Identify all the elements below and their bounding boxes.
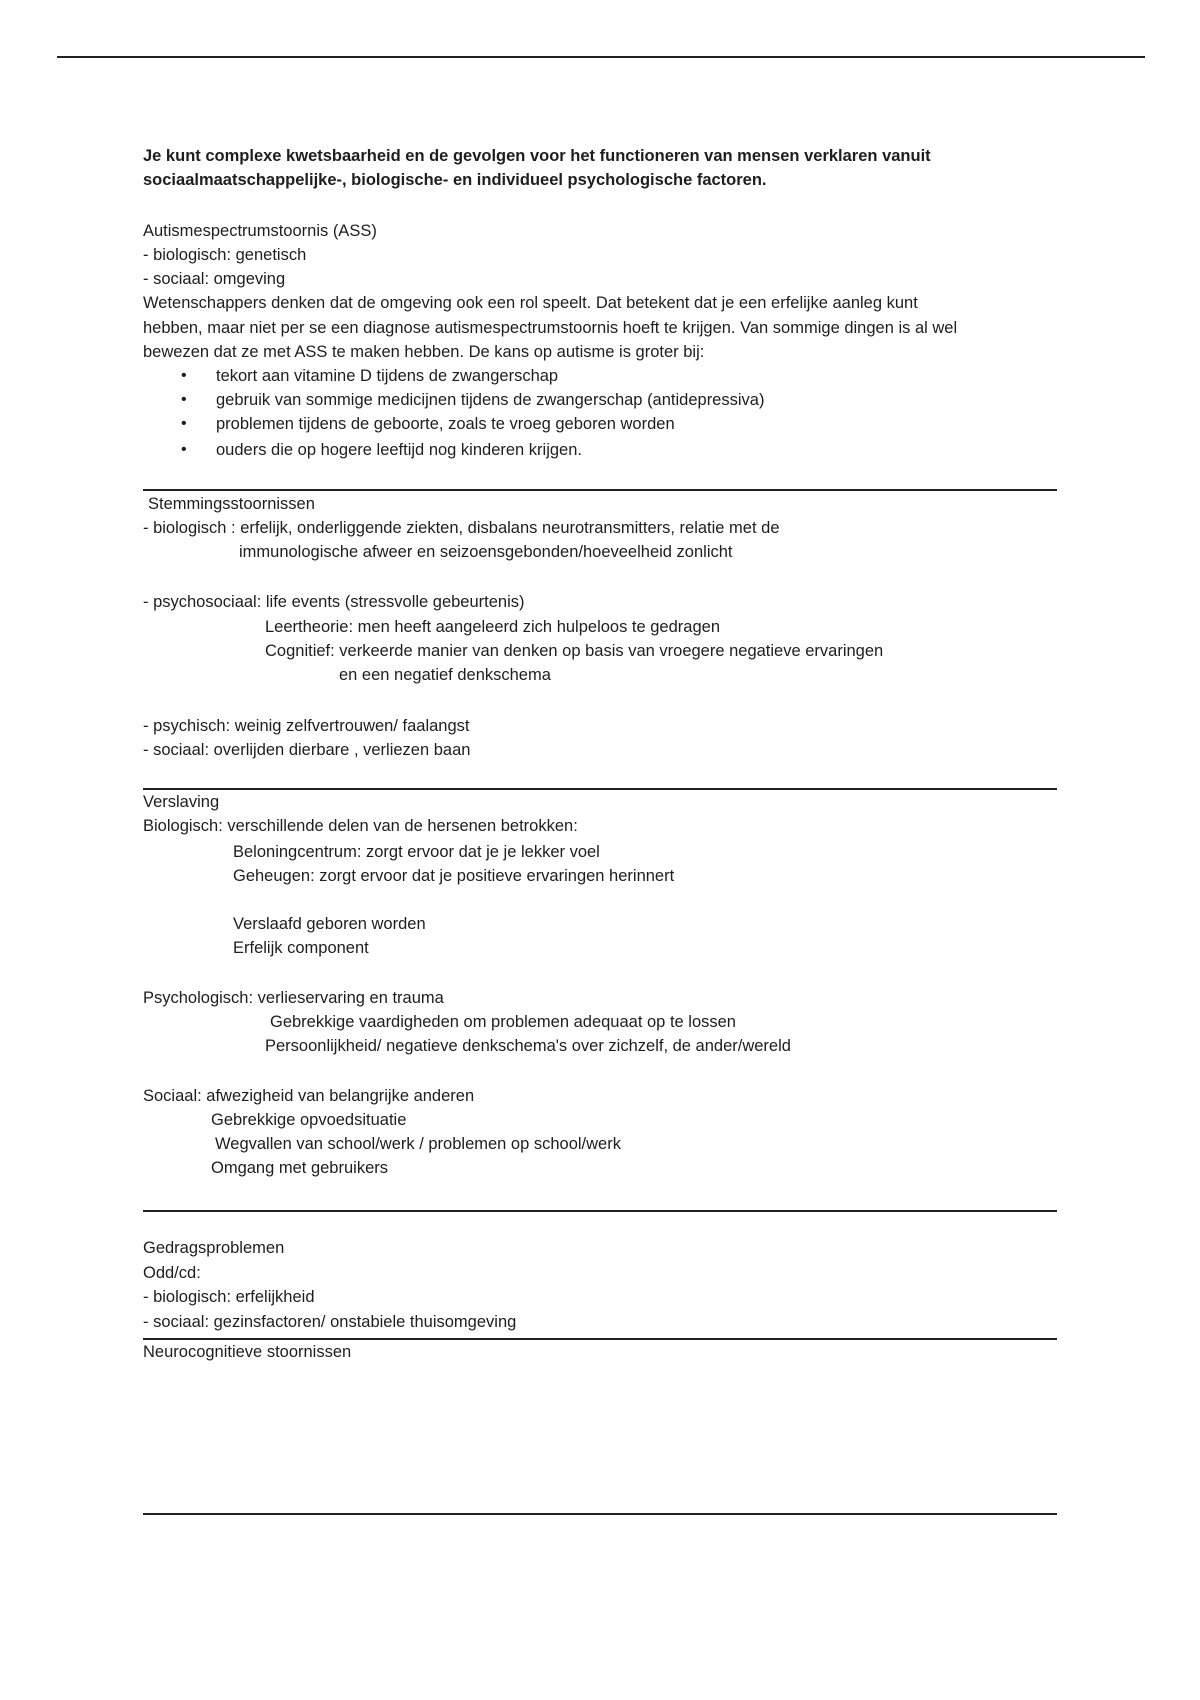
section-divider [143, 1210, 1057, 1212]
mood-title: Stemmingsstoornissen [148, 495, 315, 513]
addiction-bio-d: Erfelijk component [233, 939, 369, 957]
bullet-icon: • [181, 391, 187, 408]
section-divider [143, 489, 1057, 491]
mood-psy-1: - psychosociaal: life events (stressvolle gebeurtenis) [143, 593, 525, 611]
ass-bullet-1: tekort aan vitamine D tijdens de zwangerschap [216, 367, 559, 385]
ass-bio: - biologisch: genetisch [143, 246, 307, 264]
mood-psy-2: Leertheorie: men heeft aangeleerd zich hulpeloos te gedragen [265, 618, 720, 636]
addiction-psy: Psychologisch: verlieservaring en trauma [143, 989, 444, 1007]
ass-paragraph-2: hebben, maar niet per se een diagnose autismespectrumstoornis hoeft te krijgen. Van sommige dingen is al wel [143, 319, 958, 337]
behavior-sub: Odd/cd: [143, 1264, 201, 1282]
addiction-soc-a: Gebrekkige opvoedsituatie [211, 1111, 407, 1129]
behavior-title: Gedragsproblemen [143, 1239, 285, 1257]
addiction-bio-b: Geheugen: zorgt ervoor dat je positieve ervaringen herinnert [233, 867, 675, 885]
addiction-title: Verslaving [143, 793, 220, 811]
addiction-bio: Biologisch: verschillende delen van de hersenen betrokken: [143, 817, 578, 835]
intro-line-1: Je kunt complexe kwetsbaarheid en de gevolgen voor het functioneren van mensen verklaren vanuit [143, 147, 931, 165]
addiction-bio-c: Verslaafd geboren worden [233, 915, 426, 933]
mood-psy-3: Cognitief: verkeerde manier van denken op basis van vroegere negatieve ervaringen [265, 642, 884, 660]
page-top-rule [57, 56, 1145, 58]
neuro-title: Neurocognitieve stoornissen [143, 1343, 352, 1361]
ass-paragraph-1: Wetenschappers denken dat de omgeving ook een rol speelt. Dat betekent dat je een erfelijke aanleg kunt [143, 294, 918, 312]
ass-bullet-4: ouders die op hogere leeftijd nog kinderen krijgen. [216, 441, 582, 459]
bullet-icon: • [181, 441, 187, 458]
behavior-bio: - biologisch: erfelijkheid [143, 1288, 315, 1306]
mood-social: - sociaal: overlijden dierbare , verliezen baan [143, 741, 471, 759]
intro-line-2: sociaalmaatschappelijke-, biologische- en individueel psychologische factoren. [143, 171, 767, 189]
addiction-soc-b: Wegvallen van school/werk / problemen op school/werk [215, 1135, 621, 1153]
addiction-soc-c: Omgang met gebruikers [211, 1159, 388, 1177]
addiction-soc: Sociaal: afwezigheid van belangrijke anderen [143, 1087, 475, 1105]
ass-title: Autismespectrumstoornis (ASS) [143, 222, 377, 240]
ass-bullet-3: problemen tijdens de geboorte, zoals te vroeg geboren worden [216, 415, 675, 433]
mood-psychic: - psychisch: weinig zelfvertrouwen/ faalangst [143, 717, 470, 735]
ass-paragraph-3: bewezen dat ze met ASS te maken hebben. De kans op autisme is groter bij: [143, 343, 705, 361]
bullet-icon: • [181, 367, 187, 384]
ass-bullet-2: gebruik van sommige medicijnen tijdens de zwangerschap (antidepressiva) [216, 391, 765, 409]
section-divider [143, 1513, 1057, 1515]
bullet-icon: • [181, 415, 187, 432]
ass-social: - sociaal: omgeving [143, 270, 286, 288]
addiction-psy-b: Persoonlijkheid/ negatieve denkschema's over zichzelf, de ander/wereld [265, 1037, 791, 1055]
section-divider [143, 788, 1057, 790]
behavior-soc: - sociaal: gezinsfactoren/ onstabiele thuisomgeving [143, 1313, 517, 1331]
addiction-bio-a: Beloningcentrum: zorgt ervoor dat je je lekker voel [233, 843, 600, 861]
mood-psy-4: en een negatief denkschema [339, 666, 551, 684]
addiction-psy-a: Gebrekkige vaardigheden om problemen adequaat op te lossen [270, 1013, 736, 1031]
mood-bio-1: - biologisch : erfelijk, onderliggende ziekten, disbalans neurotransmitters, relatie met de [143, 519, 780, 537]
mood-bio-2: immunologische afweer en seizoensgebonden/hoeveelheid zonlicht [239, 543, 733, 561]
